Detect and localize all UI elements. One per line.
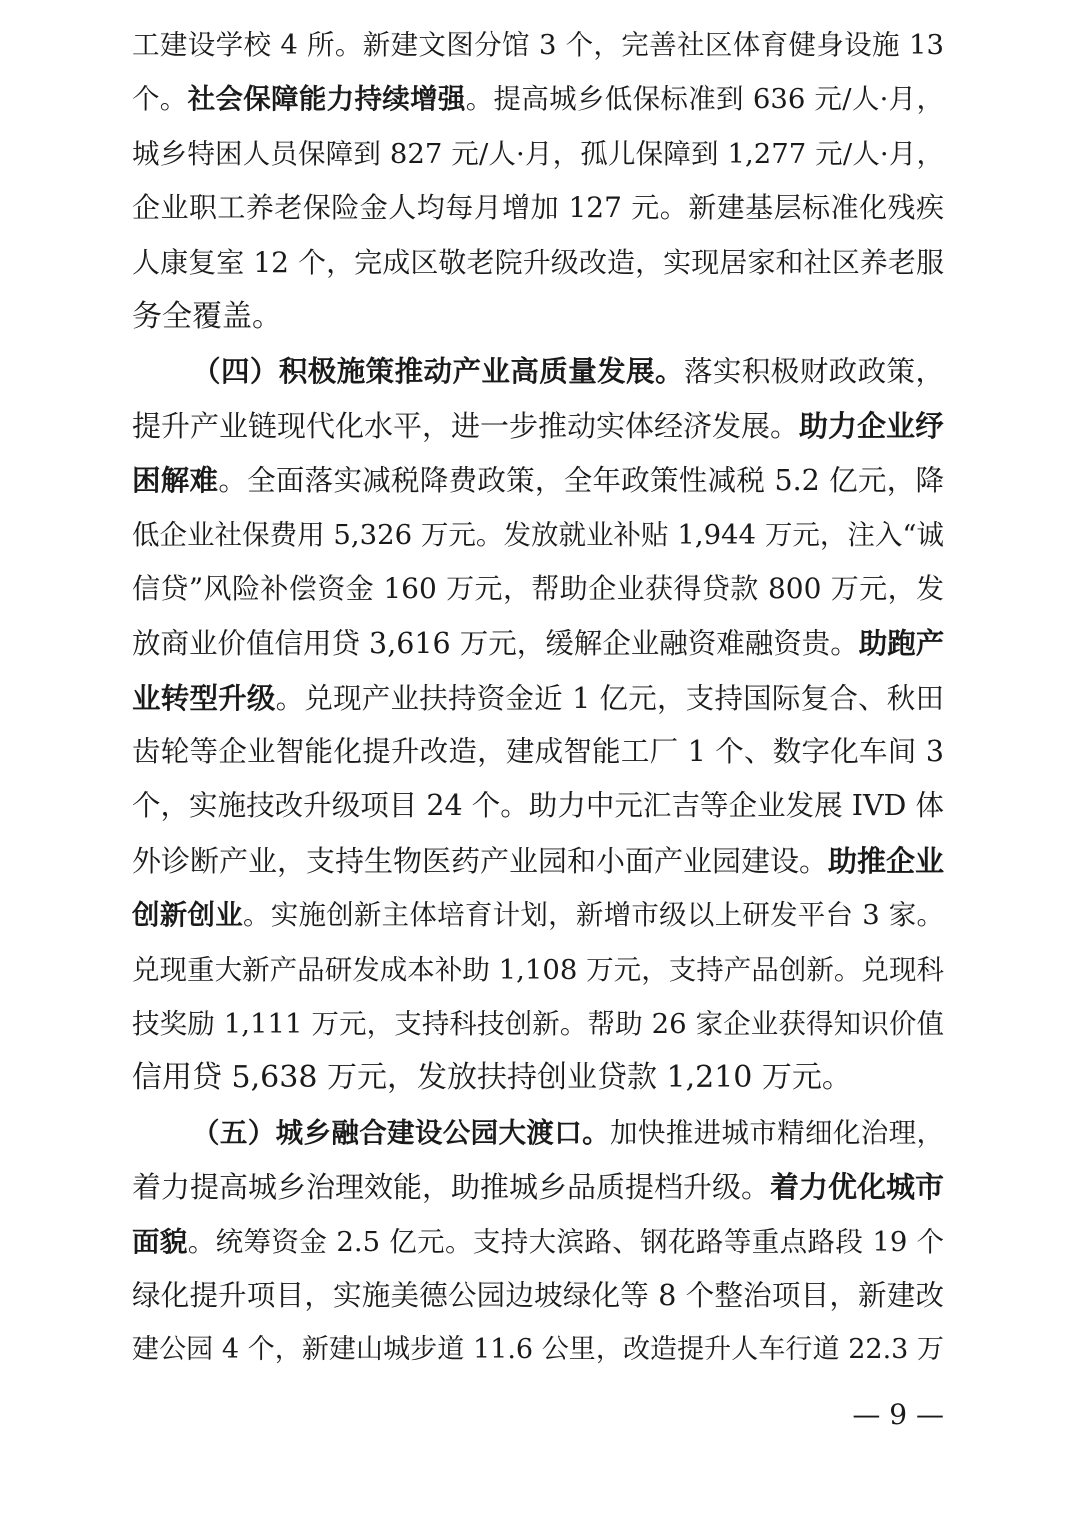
text-line [132, 127, 944, 181]
text-line [132, 236, 944, 290]
body-text-run: 个。 [132, 83, 188, 116]
text-line [132, 72, 944, 126]
text-line [132, 1051, 944, 1105]
text-line [132, 508, 944, 562]
text-line [132, 1215, 944, 1269]
text-line [132, 18, 944, 72]
text-line [132, 671, 944, 725]
text-line [132, 725, 944, 779]
text-line [132, 290, 944, 344]
body-text-run: 齿轮等企业智能化提升改造，建成智能工厂 1 个、数字化车间 3 [132, 735, 944, 769]
bold-heading-text: 助跑产 [858, 626, 945, 661]
text-line [132, 1323, 944, 1377]
body-text-run: 兑现重大新产品研发成本补助 1,108 万元，支持产品创新。兑现科 [132, 953, 944, 986]
body-text-run: 。实施创新主体培育计划，新增市级以上研发平台 3 家。 [242, 899, 944, 932]
body-text-run: 着力提高城乡治理效能，助推城乡品质提档升级。 [132, 1170, 771, 1205]
body-text-run: 加快推进城市精细化治理， [609, 1116, 945, 1149]
text-line [132, 997, 944, 1051]
body-text-run: 绿化提升项目，实施美德公园边坡绿化等 8 个整治项目，新建改 [132, 1278, 944, 1312]
text-line [132, 453, 944, 507]
text-line [132, 834, 944, 888]
text-line [132, 562, 944, 616]
bold-heading-text: （四）积极施策推动产业高质量发展。 [192, 354, 684, 389]
body-text-run: 。兑现产业扶持资金近 1 亿元，支持国际复合、秋田 [275, 681, 944, 715]
body-text-run: 。全面落实减税降费政策，全年政策性减税 5.2 亿元，降 [218, 464, 944, 498]
body-text-run: 城乡特困人员保障到 827 元/人·月，孤儿保障到 1,277 元/人·月， [132, 137, 944, 170]
body-text-run: 企业职工养老保险金人均每月增加 127 元。新建基层标准化残疾 [132, 191, 944, 225]
body-text-run: 低企业社保费用 5,326 万元。发放就业补贴 1,944 万元，注入“诚 [132, 518, 944, 551]
text-line [132, 1160, 944, 1214]
text-line [132, 888, 944, 942]
bold-heading-text: （五）城乡融合建设公园大渡口。 [192, 1116, 610, 1149]
body-text-run: 信贷”风险补偿资金 160 万元，帮助企业获得贷款 800 万元，发 [132, 571, 944, 605]
body-text-run: 。统筹资金 2.5 亿元。支持大滨路、钢花路等重点路段 19 个 [187, 1225, 944, 1258]
body-text-run: 信用贷 5,638 万元，发放扶持创业贷款 1,210 万元。 [132, 1060, 852, 1096]
text-line [132, 779, 944, 833]
body-text-run: 人康复室 12 个，完成区敬老院升级改造，实现居家和社区养老服 [132, 245, 944, 279]
body-text-run: 个，实施技改升级项目 24 个。助力中元汇吉等企业发展 IVD 体 [132, 789, 944, 823]
bold-heading-text: 面貌 [132, 1225, 188, 1258]
text-line [132, 1106, 944, 1160]
text-line [132, 344, 944, 398]
body-text-run: 落实积极财政政策， [683, 355, 944, 389]
body-text-run: 提升产业链现代化水平，进一步推动实体经济发展。 [132, 408, 800, 443]
page-number: — 9 — [852, 1398, 944, 1431]
body-text [132, 18, 944, 1378]
bold-heading-text: 助推企业 [828, 843, 945, 878]
bold-heading-text: 创新创业 [132, 899, 243, 932]
bold-heading-text: 困解难 [132, 463, 219, 498]
bold-heading-text: 着力优化城市 [770, 1170, 945, 1205]
bold-heading-text: 助力企业纾 [799, 408, 945, 443]
text-line [132, 1269, 944, 1323]
bold-heading-text: 社会保障能力持续增强 [187, 83, 466, 116]
text-line [132, 943, 944, 997]
body-text-run: 技奖励 1,111 万元，支持科技创新。帮助 26 家企业获得知识价值 [132, 1008, 944, 1041]
text-line [132, 616, 944, 670]
body-text-run: 工建设学校 4 所。新建文图分馆 3 个，完善社区体育健身设施 13 [132, 29, 944, 61]
body-text-run: 务全覆盖。 [132, 298, 282, 334]
bold-heading-text: 业转型升级 [132, 680, 276, 715]
text-line [132, 181, 944, 235]
body-text-run: 放商业价值信用贷 3,616 万元，缓解企业融资难融资贵。 [132, 627, 859, 661]
body-text-run: 外诊断产业，支持生物医药产业园和小面产业园建设。 [132, 843, 829, 878]
body-text-run: 。提高城乡低保标准到 636 元/人·月， [465, 83, 944, 116]
text-line [132, 399, 944, 453]
body-text-run: 建公园 4 个，新建山城步道 11.6 公里，改造提升人车行道 22.3 万 [132, 1334, 944, 1366]
